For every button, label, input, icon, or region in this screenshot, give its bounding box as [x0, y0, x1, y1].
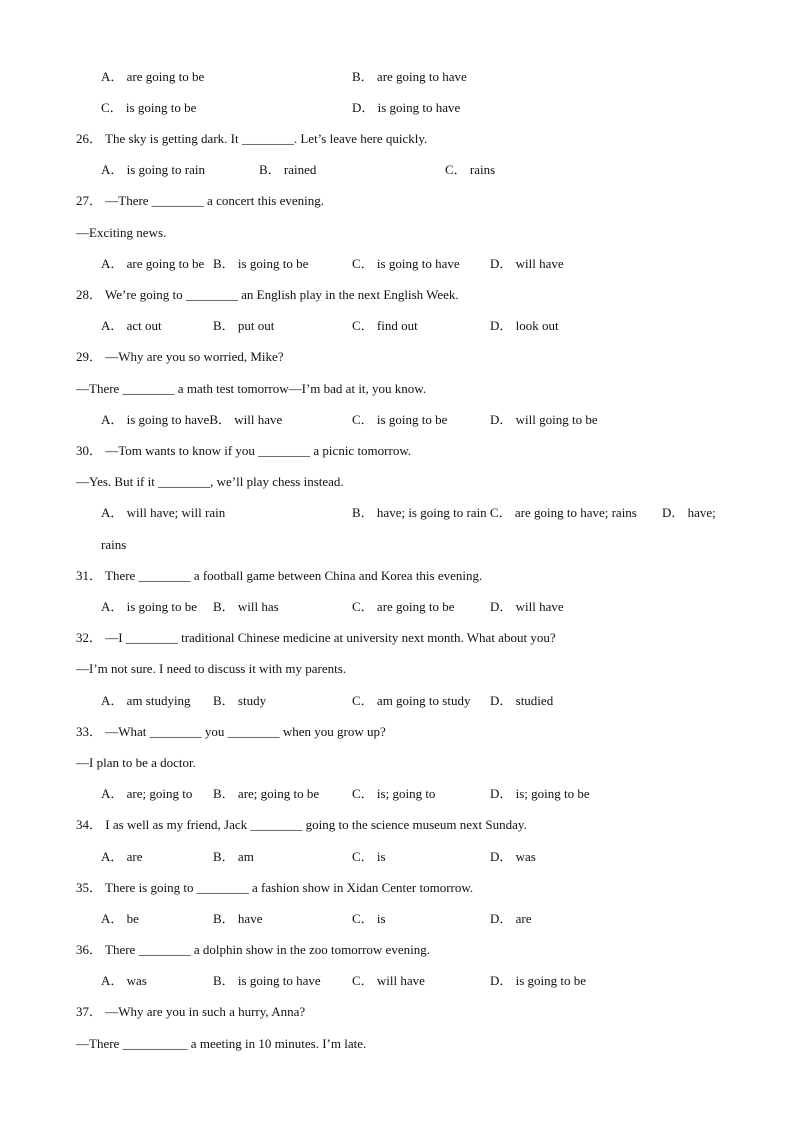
answer-option: A． will have; will rain	[101, 505, 226, 520]
question-line: 37． —Why are you in such a hurry, Anna?	[76, 1004, 306, 1019]
answer-option: C． is	[352, 911, 386, 926]
answer-option: B． have	[213, 911, 263, 926]
answer-option: A． is going to be	[101, 599, 198, 614]
answer-option: D． will have	[490, 256, 564, 271]
answer-option: C． rains	[445, 162, 496, 177]
answer-option: A． is going to haveB． will have	[101, 412, 283, 427]
answer-option: D． is; going to be	[490, 786, 590, 801]
answer-option: D． will have	[490, 599, 564, 614]
answer-option: B． put out	[213, 318, 275, 333]
question-line: 28． We’re going to ________ an English play in the next English Week.	[76, 287, 459, 302]
question-line: 26． The sky is getting dark. It ________. Let’s leave here quickly.	[76, 131, 428, 146]
answer-option: C． are going to be	[352, 599, 455, 614]
answer-option: B． are; going to be	[213, 786, 320, 801]
question-line: 35． There is going to ________ a fashion show in Xidan Center tomorrow.	[76, 880, 474, 895]
answer-option: C． is going to be	[352, 412, 448, 427]
answer-option: D． is going to have	[352, 100, 461, 115]
answer-option: A． are	[101, 849, 143, 864]
answer-option: D． will going to be	[490, 412, 598, 427]
answer-option: C． is; going to	[352, 786, 436, 801]
answer-option: D． studied	[490, 693, 554, 708]
question-line: —Exciting news.	[76, 225, 167, 240]
question-line: 32． —I ________ traditional Chinese medicine at university next month. What about you?	[76, 630, 556, 645]
answer-option: B． rained	[259, 162, 317, 177]
answer-option: B． study	[213, 693, 267, 708]
answer-option: A． am studying	[101, 693, 191, 708]
question-line: —I plan to be a doctor.	[76, 755, 196, 770]
question-line: 33． —What ________ you ________ when you grow up?	[76, 724, 386, 739]
answer-option: B． will has	[213, 599, 279, 614]
answer-option: D． are	[490, 911, 532, 926]
answer-option: A． are going to be	[101, 69, 205, 84]
answer-option: D． have;	[662, 505, 716, 520]
question-line: 36． There ________ a dolphin show in the zoo tomorrow evening.	[76, 942, 430, 957]
question-line: —I’m not sure. I need to discuss it with my parents.	[76, 661, 347, 676]
answer-option: B． are going to have	[352, 69, 467, 84]
answer-option: A． act out	[101, 318, 162, 333]
question-line: rains	[101, 537, 127, 552]
answer-option: C． am going to study	[352, 693, 471, 708]
answer-option: A． was	[101, 973, 147, 988]
question-line: 27． —There ________ a concert this evening.	[76, 193, 325, 208]
question-line: 29． —Why are you so worried, Mike?	[76, 349, 284, 364]
answer-option: C． will have	[352, 973, 425, 988]
answer-option: B． am	[213, 849, 254, 864]
answer-option: A． are; going to	[101, 786, 193, 801]
answer-option: B． have; is going to rain C． are going to have; rains	[352, 505, 637, 520]
question-line: 30． —Tom wants to know if you ________ a picnic tomorrow.	[76, 443, 412, 458]
question-line: 34． I as well as my friend, Jack ________ going to the science museum next Sunday.	[76, 817, 527, 832]
question-line: —There __________ a meeting in 10 minutes. I’m late.	[76, 1036, 367, 1051]
answer-option: A． be	[101, 911, 139, 926]
answer-option: C． is	[352, 849, 386, 864]
answer-option: D． is going to be	[490, 973, 587, 988]
answer-option: B． is going to have	[213, 973, 321, 988]
question-line: —Yes. But if it ________, we’ll play chess instead.	[76, 474, 344, 489]
answer-option: C． find out	[352, 318, 418, 333]
question-line: —There ________ a math test tomorrow—I’m bad at it, you know.	[76, 381, 427, 396]
answer-option: C． is going to have	[352, 256, 460, 271]
answer-option: D． was	[490, 849, 536, 864]
answer-option: D． look out	[490, 318, 559, 333]
answer-option: A． are going to be	[101, 256, 205, 271]
answer-option: A． is going to rain	[101, 162, 205, 177]
answer-option: B． is going to be	[213, 256, 309, 271]
answer-option: C． is going to be	[101, 100, 197, 115]
question-line: 31． There ________ a football game between China and Korea this evening.	[76, 568, 483, 583]
